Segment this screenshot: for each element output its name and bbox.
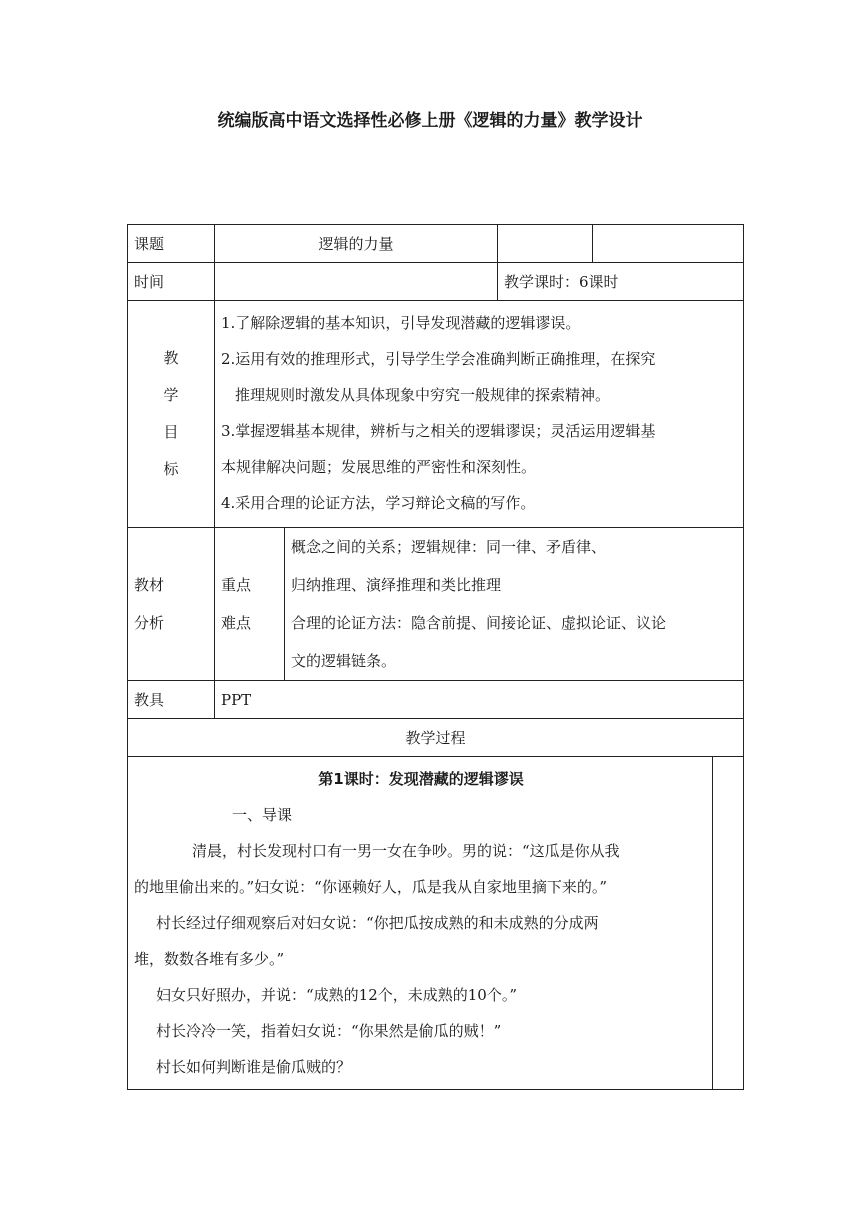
- goal-line: 1.了解除逻辑的基本知识，引导发现潜藏的逻辑谬误。: [221, 314, 581, 332]
- story-line: 的地里偷出来的。”妇女说：“你诬赖好人，瓜是我从自家地里摘下来的。”: [134, 878, 608, 896]
- story-line: 妇女只好照办，并说：“成熟的12个，未成熟的10个。”: [156, 986, 518, 1004]
- empty-cell-b: [593, 225, 744, 263]
- goal-line: 本规律解决问题；发展思维的严密性和深刻性。: [221, 458, 537, 476]
- hours-text: 教学课时：6课时: [498, 263, 744, 301]
- lesson-title: 第1课时：发现潜藏的逻辑谬误: [318, 770, 524, 788]
- story-line: 村长如何判断谁是偷瓜贼的？: [156, 1058, 352, 1076]
- story-line: 村长经过仔细观察后对妇女说：“你把瓜按成熟的和未成熟的分成两: [156, 914, 599, 932]
- time-label: 时间: [128, 263, 215, 301]
- process-header: 教学过程: [128, 719, 744, 757]
- goal-line: 2.运用有效的推理形式，引导学生学会准确判断正确推理，在探究: [221, 350, 656, 368]
- analysis-line: 合理的论证方法：隐含前提、间接论证、虚拟论证、议论: [291, 614, 667, 632]
- process-header-row: [128, 719, 744, 757]
- analysis-line: 文的逻辑链条。: [291, 652, 397, 670]
- goals-label: 教 学 目 标: [128, 301, 215, 528]
- document-title: 统编版高中语文选择性必修上册《逻辑的力量》教学设计: [217, 111, 643, 131]
- process-side-cell: [713, 757, 744, 1090]
- tools-row: [128, 681, 744, 719]
- tools-label: 教具: [128, 681, 215, 719]
- story-line: 村长冷冷一笑，指着妇女说：“你果然是偷瓜的贼！”: [156, 1022, 502, 1040]
- process-row: [128, 757, 744, 1090]
- goal-line: 推理规则时激发从具体现象中穷究一般规律的探索精神。: [235, 386, 611, 404]
- topic-row: [128, 225, 744, 263]
- tools-value: PPT: [215, 681, 744, 719]
- analysis-content: [285, 528, 744, 681]
- analysis-label: 教材 分析: [128, 528, 215, 681]
- goal-line: 4.采用合理的论证方法，学习辩论文稿的写作。: [221, 494, 536, 512]
- empty-cell-a: [498, 225, 593, 263]
- story-line: 清晨，村长发现村口有一男一女在争吵。男的说：“这瓜是你从我: [192, 842, 620, 860]
- time-row: [128, 263, 744, 301]
- goals-row: [128, 301, 744, 528]
- analysis-line: 概念之间的关系；逻辑规律：同一律、矛盾律、: [291, 538, 607, 556]
- section-heading: 一、导课: [232, 806, 293, 824]
- analysis-line: 归纳推理、演绎推理和类比推理: [291, 576, 502, 594]
- topic-value: 逻辑的力量: [215, 225, 498, 263]
- lesson-plan-table: [127, 224, 744, 1090]
- goals-content: [215, 301, 744, 528]
- analysis-row: [128, 528, 744, 681]
- topic-label: 课题: [128, 225, 215, 263]
- key-difficulty-label: 重点 难点: [215, 528, 285, 681]
- goal-line: 3.掌握逻辑基本规律，辨析与之相关的逻辑谬误；灵活运用逻辑基: [221, 422, 656, 440]
- time-value: [215, 263, 498, 301]
- story-line: 堆，数数各堆有多少。”: [134, 950, 285, 968]
- process-content: [128, 757, 713, 1090]
